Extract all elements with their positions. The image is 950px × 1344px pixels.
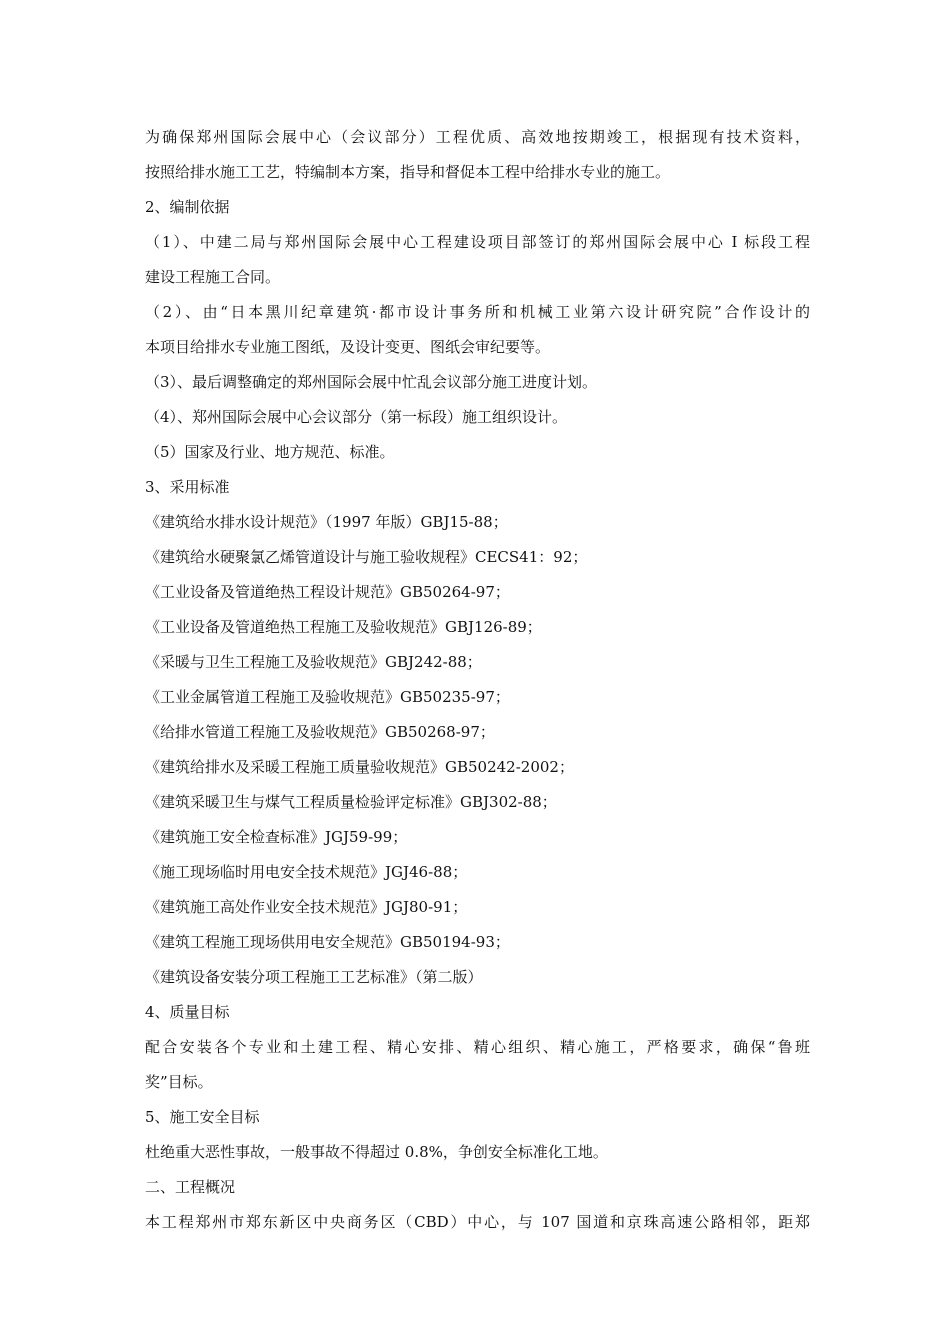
section-heading: 3、采用标准 [145,478,230,496]
standard-item: 《给排水管道工程施工及验收规范》GB50268-97； [145,723,495,741]
paragraph-line: （3）、最后调整确定的郑州国际会展中忙乱会议部分施工进度计划。 [145,373,598,391]
paragraph-line: 奖”目标。 [145,1073,213,1091]
section-heading: 二、工程概况 [145,1178,236,1196]
standard-item: 《采暖与卫生工程施工及验收规范》GBJ242-88； [145,653,482,671]
standard-item: 《工业设备及管道绝热工程施工及验收规范》GBJ126-89； [145,618,542,636]
standard-item: 《建筑设备安装分项工程施工工艺标准》（第二版） [145,968,483,986]
paragraph-line: 配合安装各个专业和土建工程、精心安排、精心组织、精心施工，严格要求，确保“鲁班 [145,1038,810,1056]
section-heading: 5、施工安全目标 [145,1108,260,1126]
standard-item: 《建筑给排水及采暖工程施工质量验收规范》GB50242-2002； [145,758,574,776]
paragraph-line: 本项目给排水专业施工图纸，及设计变更、图纸会审纪要等。 [145,338,551,356]
paragraph-line: （1）、中建二局与郑州国际会展中心工程建设项目部签订的郑州国际会展中心 I 标段工程 [145,233,810,251]
paragraph-line: 建设工程施工合同。 [145,268,281,286]
section-heading: 2、编制依据 [145,198,230,216]
paragraph-line: 为确保郑州国际会展中心（会议部分）工程优质、高效地按期竣工，根据现有技术资料， [145,128,810,146]
standard-item: 《建筑给水排水设计规范》（1997 年版）GBJ15-88； [145,513,508,531]
standard-item: 《建筑给水硬聚氯乙烯管道设计与施工验收规程》CECS41：92； [145,548,588,566]
paragraph-line: 按照给排水施工工艺，特编制本方案，指导和督促本工程中给排水专业的施工。 [145,163,671,181]
standard-item: 《建筑施工高处作业安全技术规范》JGJ80-91； [145,898,468,916]
paragraph-line: （4）、郑州国际会展中心会议部分（第一标段）施工组织设计。 [145,408,568,426]
standard-item: 《建筑施工安全检查标准》JGJ59-99； [145,828,408,846]
standard-item: 《施工现场临时用电安全技术规范》JGJ46-88； [145,863,468,881]
section-heading: 4、质量目标 [145,1003,230,1021]
paragraph-line: 本工程郑州市郑东新区中央商务区（CBD）中心，与 107 国道和京珠高速公路相邻，距郑 [145,1213,810,1231]
standard-item: 《建筑采暖卫生与煤气工程质量检验评定标准》GBJ302-88； [145,793,557,811]
paragraph-line: （5）国家及行业、地方规范、标准。 [145,443,395,461]
standard-item: 《建筑工程施工现场供用电安全规范》GB50194-93； [145,933,510,951]
document-body [145,120,810,1240]
paragraph-line: （2）、由“日本黑川纪章建筑·都市设计事务所和机械工业第六设计研究院”合作设计的 [145,303,810,321]
standard-item: 《工业金属管道工程施工及验收规范》GB50235-97； [145,688,510,706]
standard-item: 《工业设备及管道绝热工程设计规范》GB50264-97； [145,583,510,601]
paragraph-line: 杜绝重大恶性事故，一般事故不得超过 0.8%，争创安全标准化工地。 [145,1143,608,1161]
